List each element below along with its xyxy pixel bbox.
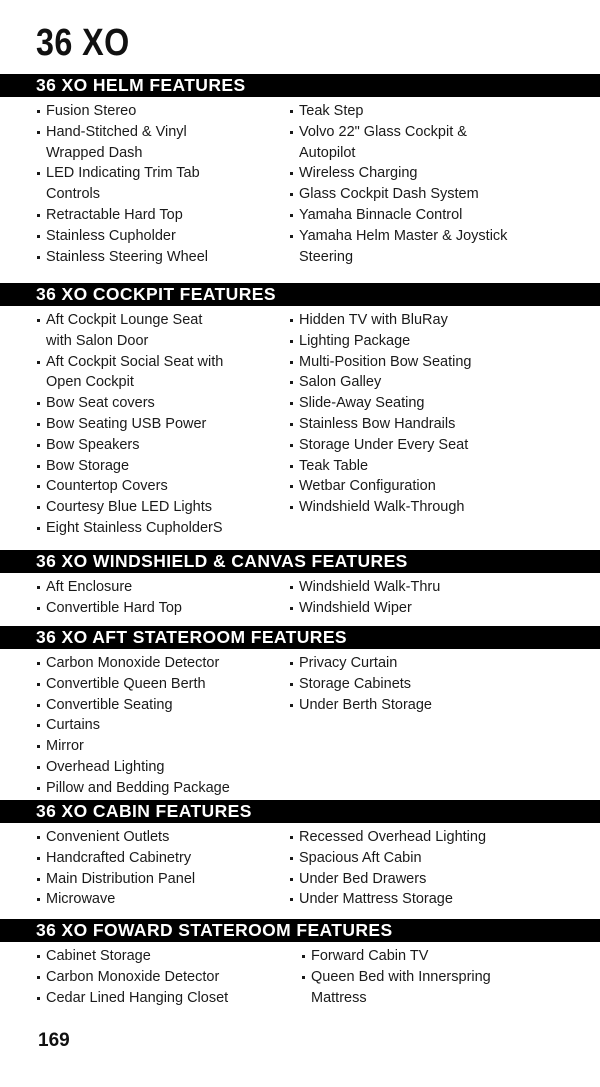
feature-list-right — [289, 827, 589, 910]
list-item: Windshield Walk-Thru — [289, 577, 589, 598]
list-item: Aft Enclosure — [36, 577, 286, 598]
feature-list-right — [301, 946, 600, 1008]
list-item: Eight Stainless CupholderS — [36, 518, 286, 539]
list-item: Courtesy Blue LED Lights — [36, 497, 286, 518]
list-item-continuation: with Salon Door — [46, 332, 149, 349]
list-item: Retractable Hard Top — [36, 205, 286, 226]
list-item: Forward Cabin TV — [301, 946, 600, 967]
list-item: Main Distribution Panel — [36, 869, 286, 890]
list-item: Hand-Stitched & Vinyl — [36, 122, 286, 143]
list-item: Aft Cockpit Lounge Seat — [36, 310, 286, 331]
section-heading: 36 XO AFT STATEROOM FEATURES — [0, 626, 600, 649]
list-item: Cedar Lined Hanging Closet — [36, 988, 286, 1009]
list-item: Recessed Overhead Lighting — [289, 827, 589, 848]
feature-list-right — [289, 310, 589, 518]
list-item: Yamaha Binnacle Control — [289, 205, 589, 226]
section-heading: 36 XO FOWARD STATEROOM FEATURES — [0, 919, 600, 942]
list-item: Microwave — [36, 889, 286, 910]
list-item: Stainless Steering Wheel — [36, 247, 286, 268]
list-item: Curtains — [36, 715, 286, 736]
list-item: Cabinet Storage — [36, 946, 286, 967]
list-item: Glass Cockpit Dash System — [289, 184, 589, 205]
list-item: Wetbar Configuration — [289, 476, 589, 497]
list-item: Bow Storage — [36, 456, 286, 477]
section-aft-stateroom — [0, 626, 600, 796]
list-item: Salon Galley — [289, 372, 589, 393]
list-item: Convertible Hard Top — [36, 598, 286, 619]
section-heading: 36 XO HELM FEATURES — [0, 74, 600, 97]
list-item-continuation: Steering — [299, 248, 354, 265]
list-item: LED Indicating Trim Tab — [36, 163, 286, 184]
list-item: Carbon Monoxide Detector — [36, 653, 286, 674]
list-item: Stainless Bow Handrails — [289, 414, 589, 435]
list-item: Yamaha Helm Master & Joystick — [289, 226, 589, 247]
feature-list-left — [36, 310, 286, 539]
list-item-continuation: Mattress — [311, 989, 367, 1006]
list-item: Aft Cockpit Social Seat with — [36, 352, 286, 373]
list-item: Bow Speakers — [36, 435, 286, 456]
list-item: Convenient Outlets — [36, 827, 286, 848]
list-item: Windshield Wiper — [289, 598, 589, 619]
list-item: Mirror — [36, 736, 286, 757]
feature-list-left — [36, 653, 286, 799]
list-item: Hidden TV with BluRay — [289, 310, 589, 331]
list-item: Convertible Queen Berth — [36, 674, 286, 695]
list-item: Teak Table — [289, 456, 589, 477]
section-forward-stateroom — [0, 919, 600, 1006]
list-item: Slide-Away Seating — [289, 393, 589, 414]
feature-list-right — [289, 653, 589, 715]
list-item-continuation: Autopilot — [299, 144, 356, 161]
section-heading: 36 XO COCKPIT FEATURES — [0, 283, 600, 306]
list-item: Queen Bed with Innerspring — [301, 967, 600, 988]
list-item: Bow Seating USB Power — [36, 414, 286, 435]
feature-list-left — [36, 101, 286, 267]
section-heading: 36 XO CABIN FEATURES — [0, 800, 600, 823]
list-item: Storage Under Every Seat — [289, 435, 589, 456]
feature-list-left — [36, 946, 286, 1008]
list-item: Under Bed Drawers — [289, 869, 589, 890]
section-cockpit — [0, 283, 600, 536]
list-item: Multi-Position Bow Seating — [289, 352, 589, 373]
list-item: Fusion Stereo — [36, 101, 286, 122]
feature-list-left — [36, 577, 286, 619]
list-item: Under Berth Storage — [289, 695, 589, 716]
list-item: Bow Seat covers — [36, 393, 286, 414]
section-heading: 36 XO WINDSHIELD & CANVAS FEATURES — [0, 550, 600, 573]
list-item: Overhead Lighting — [36, 757, 286, 778]
list-item: Carbon Monoxide Detector — [36, 967, 286, 988]
list-item-continuation: Open Cockpit — [46, 374, 134, 391]
list-item: Windshield Walk-Through — [289, 497, 589, 518]
feature-list-left — [36, 827, 286, 910]
section-windshield-canvas — [0, 550, 600, 616]
list-item: Spacious Aft Cabin — [289, 848, 589, 869]
page-number: 169 — [38, 1030, 70, 1051]
feature-list-right — [289, 577, 589, 619]
list-item: Lighting Package — [289, 331, 589, 352]
list-item: Under Mattress Storage — [289, 889, 589, 910]
section-cabin — [0, 800, 600, 908]
list-item: Countertop Covers — [36, 476, 286, 497]
list-item: Handcrafted Cabinetry — [36, 848, 286, 869]
page-title: 36 XO — [36, 22, 130, 64]
list-item: Pillow and Bedding Package — [36, 778, 286, 799]
feature-list-right — [289, 101, 589, 267]
list-item: Wireless Charging — [289, 163, 589, 184]
list-item: Teak Step — [289, 101, 589, 122]
list-item: Volvo 22" Glass Cockpit & — [289, 122, 589, 143]
list-item: Stainless Cupholder — [36, 226, 286, 247]
list-item: Storage Cabinets — [289, 674, 589, 695]
list-item-continuation: Wrapped Dash — [46, 144, 143, 161]
list-item: Privacy Curtain — [289, 653, 589, 674]
section-helm — [0, 74, 600, 265]
list-item-continuation: Controls — [46, 186, 100, 203]
list-item: Convertible Seating — [36, 695, 286, 716]
